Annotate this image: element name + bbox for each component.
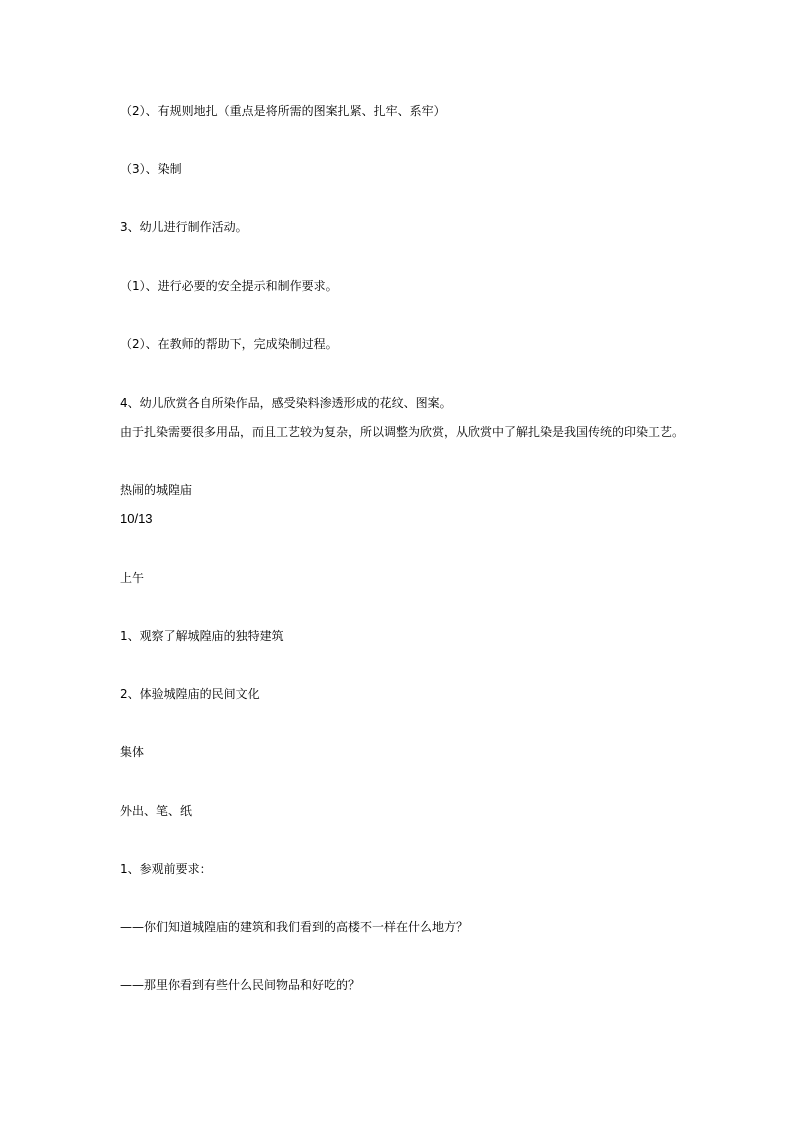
- text-line-item-3-activity: 3、幼儿进行制作活动。: [120, 220, 248, 234]
- pre-visit-requirements-text: 1、参观前要求：: [120, 862, 212, 876]
- text-line-step-3-dyeing: （3）、染制: [120, 162, 182, 176]
- text-line-step-2-tying: （2）、有规则地扎（重点是将所需的图案扎紧、扎牢、系牢）: [120, 104, 446, 118]
- group-type-text: 集体: [120, 745, 145, 759]
- text-line-safety-tips: （1）、进行必要的安全提示和制作要求。: [120, 279, 338, 293]
- question-architecture-text: ——你们知道城隍庙的建筑和我们看到的高楼不一样在什么地方？: [120, 920, 469, 934]
- text-line-teacher-help: （2）、在教师的帮助下，完成染制过程。: [120, 337, 338, 351]
- section-title-city-temple: 热闹的城隍庙: [120, 483, 193, 497]
- goal-2-text: 2、体验城隍庙的民间文化: [120, 687, 260, 701]
- goal-1-text: 1、观察了解城隍庙的独特建筑: [120, 629, 284, 643]
- materials-text: 外出、笔、纸: [120, 804, 193, 818]
- question-folk-items-text: ——那里你看到有些什么民间物品和好吃的？: [120, 978, 361, 992]
- date-text: 10/13: [120, 511, 153, 526]
- text-line-adjustment-note: 由于扎染需要很多用品，而且工艺较为复杂，所以调整为欣赏，从欣赏中了解扎染是我国传统的印染工艺。: [120, 425, 685, 439]
- text-line-item-4-appreciation: 4、幼儿欣赏各自所染作品，感受染料渗透形成的花纹、图案。: [120, 396, 452, 410]
- time-of-day-text: 上午: [120, 571, 145, 585]
